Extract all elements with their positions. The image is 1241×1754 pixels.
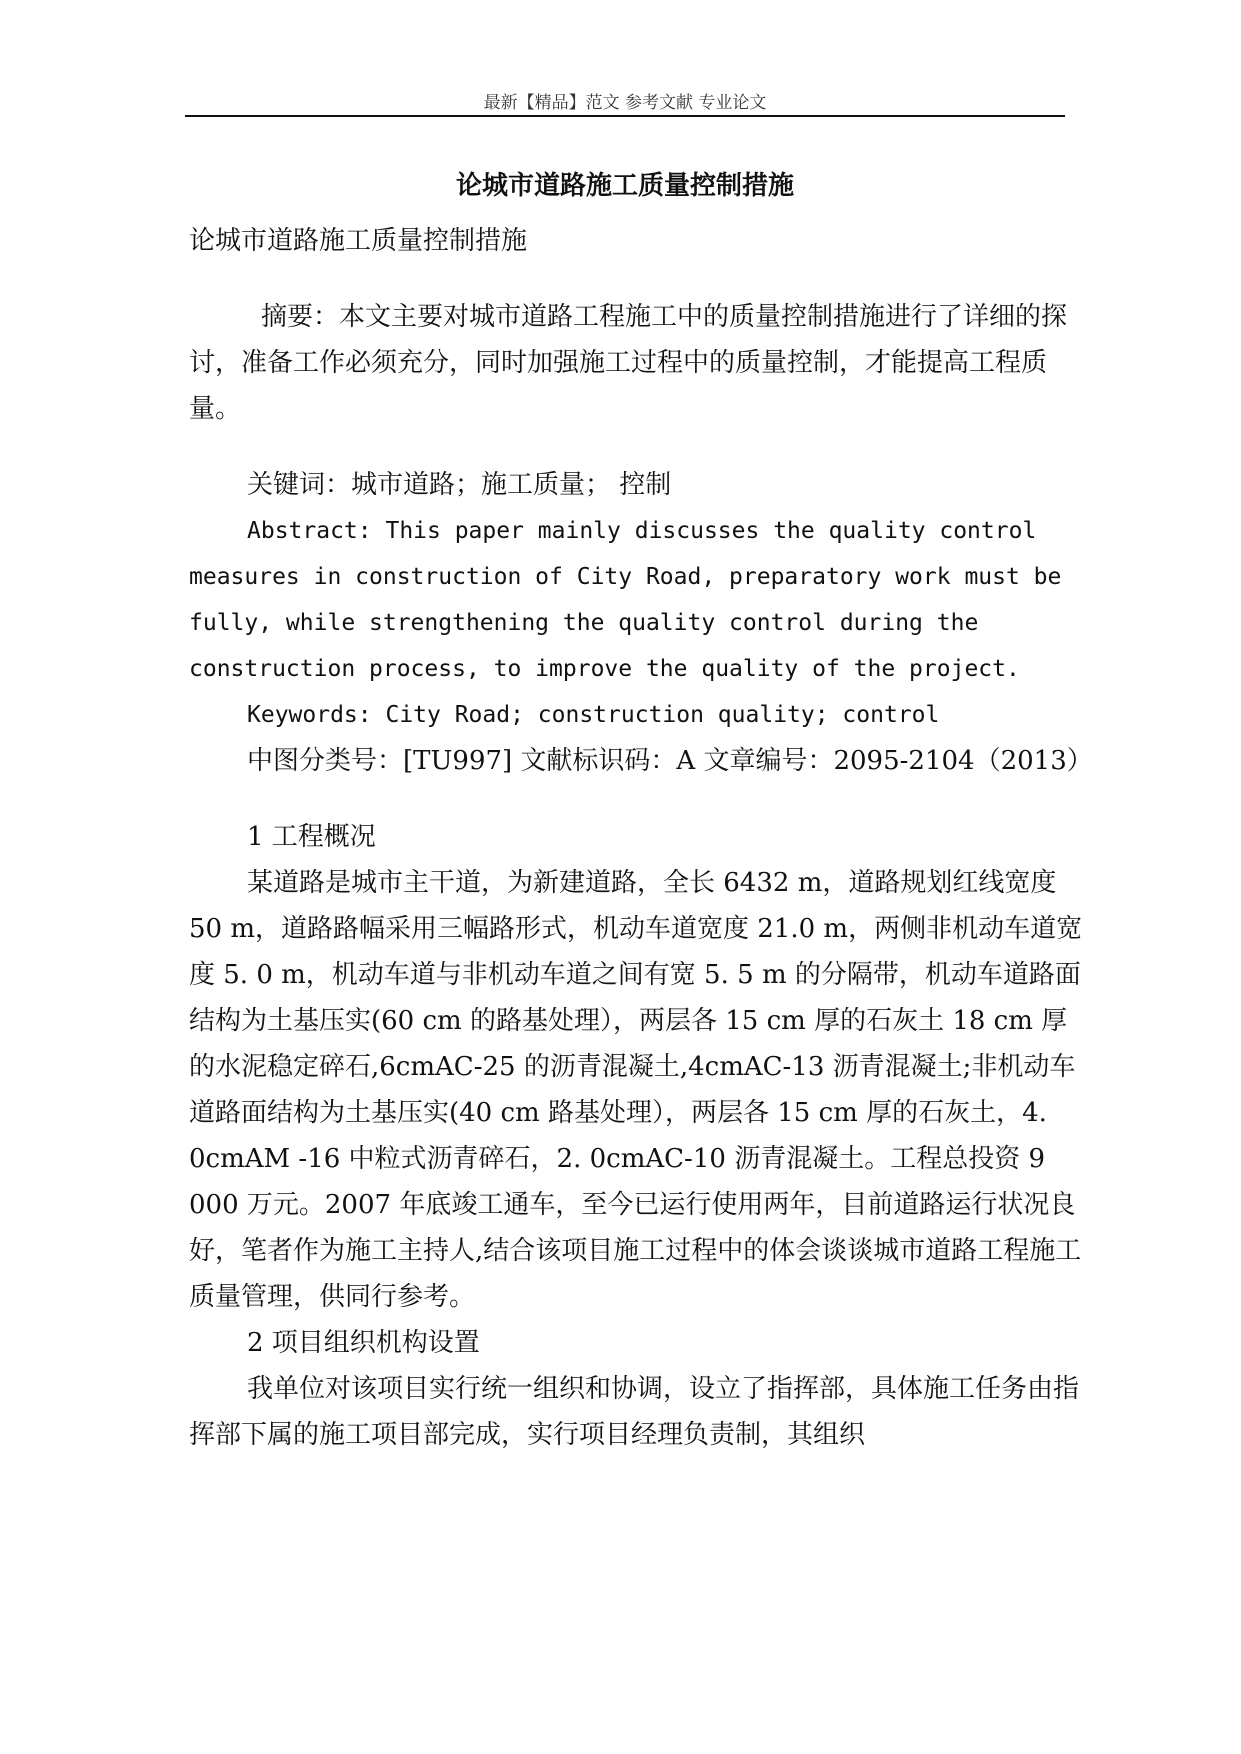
keywords-cn: 关键词：城市道路；施工质量； 控制 — [247, 470, 672, 500]
keywords-en: Keywords: City Road; construction quality; control — [247, 702, 940, 728]
document-body — [189, 218, 1093, 1458]
abstract-en: Abstract: This paper mainly discusses the quality control measures in construction of City Road, preparatory work must be fully, while strengthening the quality control during the construction process, to improve the quality of the project. — [189, 518, 1062, 682]
spacer — [189, 784, 1089, 814]
running-header: 最新【精品】范文 参考文献 专业论文 — [483, 93, 767, 113]
section-2-heading: 2 项目组织机构设置 — [247, 1328, 480, 1358]
document-title: 论城市道路施工质量控制措施 — [455, 171, 794, 201]
abstract-cn: 摘要：本文主要对城市道路工程施工中的质量控制措施进行了详细的探讨，准备工作必须充分，同时加强施工过程中的质量控制，才能提高工程质量。 — [189, 302, 1068, 424]
section-1-body: 某道路是城市主干道，为新建道路，全长 6432 m，道路规划红线宽度 50 m，道路路幅采用三幅路形式，机动车道宽度 21.0 m，两侧非机动车道宽度 5. 0 m，机动车道与非机动车道之间有宽 5. 5 m 的分隔带，机动车道路面结构为土基压实(60 cm 的路基处理），两层各 15 cm 厚的石灰土 18 cm 厚的水泥稳定碎石,6cmAC-25 的沥青混凝土,4cmAC-13 沥青混凝土;非机动车道路面结构为土基压实(40 cm 路基处理），两层各 15 cm 厚的石灰土，4. 0cmAM -16 中粒式沥青碎石，2. 0cmAC-10 沥青混凝土。工程总投资 9 000 万元。2007 年底竣工通车，至今已运行使用两年，目前道路运行状况良好，笔者作为施工主持人,结合该项目施工过程中的体会谈谈城市道路工程施工质量管理，供同行参考。 — [189, 868, 1083, 1312]
section-1-heading: 1 工程概况 — [247, 822, 376, 852]
spacer — [189, 264, 1089, 294]
section-2-body: 我单位对该项目实行统一组织和协调，设立了指挥部，具体施工任务由指挥部下属的施工项目部完成，实行项目经理负责制，其组织 — [189, 1374, 1080, 1450]
spacer — [189, 432, 1089, 462]
subtitle: 论城市道路施工质量控制措施 — [189, 226, 528, 256]
header-divider — [185, 115, 1065, 117]
classification-line: 中图分类号：[TU997] 文献标识码：A 文章编号：2095-2104（2013） — [247, 746, 1093, 776]
